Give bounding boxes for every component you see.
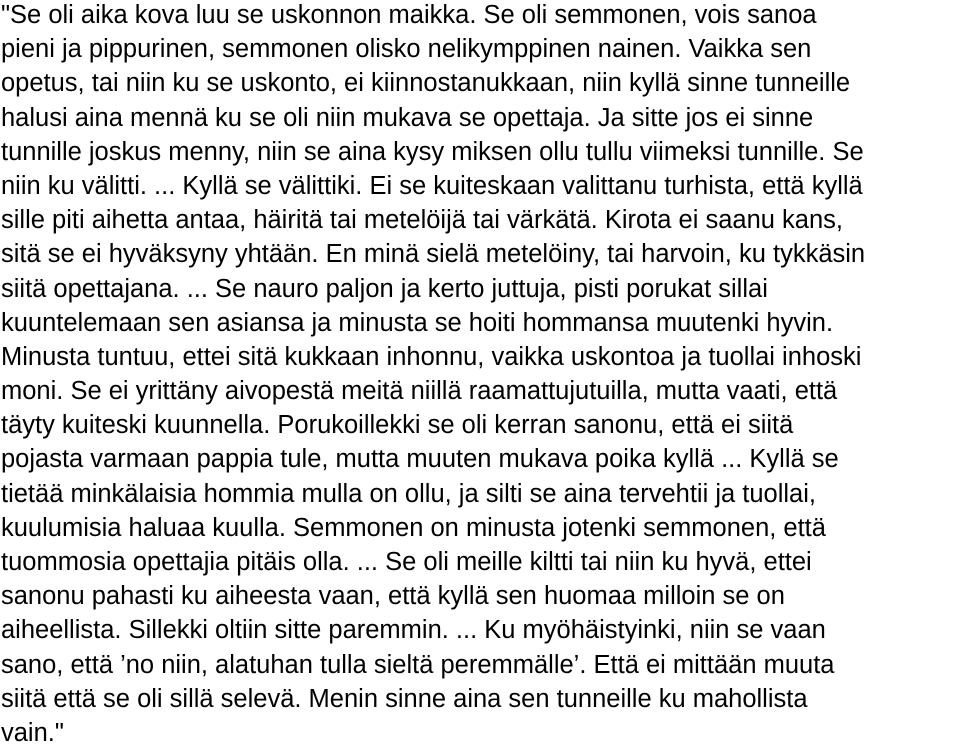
quote-line: niin ku välitti. ... Kyllä se välittiki. Ei se kuiteskaan valittanu turhista, että kyllä <box>1 171 863 200</box>
quote-line: siitä opettajana. ... Se nauro paljon ja kerto juttuja, pisti porukat sillai <box>1 274 768 303</box>
quote-line: aiheellista. Sillekki oltiin sitte paremmin. ... Ku myöhäistyinki, niin se vaan <box>1 616 826 645</box>
quote-line: tietää minkälaisia hommia mulla on ollu, ja silti se aina tervehtii ja tuollai, <box>1 479 816 508</box>
quote-line: kuulumisia haluaa kuulla. Semmonen on minusta jotenki semmonen, että <box>1 513 826 542</box>
quote-line: pojasta varmaan pappia tule, mutta muuten mukava poika kyllä ... Kyllä se <box>1 445 839 474</box>
quote-line: "Se oli aika kova luu se uskonnon maikka. Se oli semmonen, vois sanoa <box>1 1 817 29</box>
quote-line: sano, että ’no niin, alatuhan tulla sieltä peremmälle’. Että ei mittään muuta <box>1 650 835 679</box>
quote-text <box>1 0 959 750</box>
quote-line: tuommosia opettajia pitäis olla. ... Se oli meille kiltti tai niin ku hyvä, ettei <box>1 548 812 576</box>
quote-line: halusi aina mennä ku se oli niin mukava se opettaja. Ja sitte jos ei sinne <box>1 103 814 132</box>
quote-line: Minusta tuntuu, ettei sitä kukkaan inhonnu, vaikka uskontoa ja tuollai inhoski <box>1 342 862 371</box>
quote-line: tunnille joskus menny, niin se aina kysy miksen ollu tullu viimeksi tunnille. Se <box>1 137 864 166</box>
quote-line: opetus, tai niin ku se uskonto, ei kiinnostanukkaan, niin kyllä sinne tunneille <box>1 69 851 98</box>
quote-line: sanonu pahasti ku aiheesta vaan, että kyllä sen huomaa milloin se on <box>1 582 785 611</box>
quote-line: sitä se ei hyväksyny yhtään. En minä sielä metelöiny, tai harvoin, ku tykkäsin <box>1 240 866 269</box>
quote-line: sille piti aihetta antaa, häiritä tai metelöijä tai värkätä. Kirota ei saanu kans, <box>1 206 843 235</box>
quote-line: pieni ja pippurinen, semmonen olisko nelikymppinen nainen. Vaikka sen <box>1 35 812 64</box>
quote-line: täyty kuiteski kuunnella. Porukoillekki se oli kerran sanonu, että ei siitä <box>1 411 794 440</box>
quote-line: vain." <box>1 718 64 747</box>
quote-line: siitä että se oli sillä selevä. Menin sinne aina sen tunneille ku mahollista <box>1 684 808 713</box>
quote-line: moni. Se ei yrittäny aivopestä meitä niillä raamattujutuilla, mutta vaati, että <box>1 377 838 406</box>
quote-line: kuuntelemaan sen asiansa ja minusta se hoiti hommansa muutenki hyvin. <box>1 308 834 337</box>
